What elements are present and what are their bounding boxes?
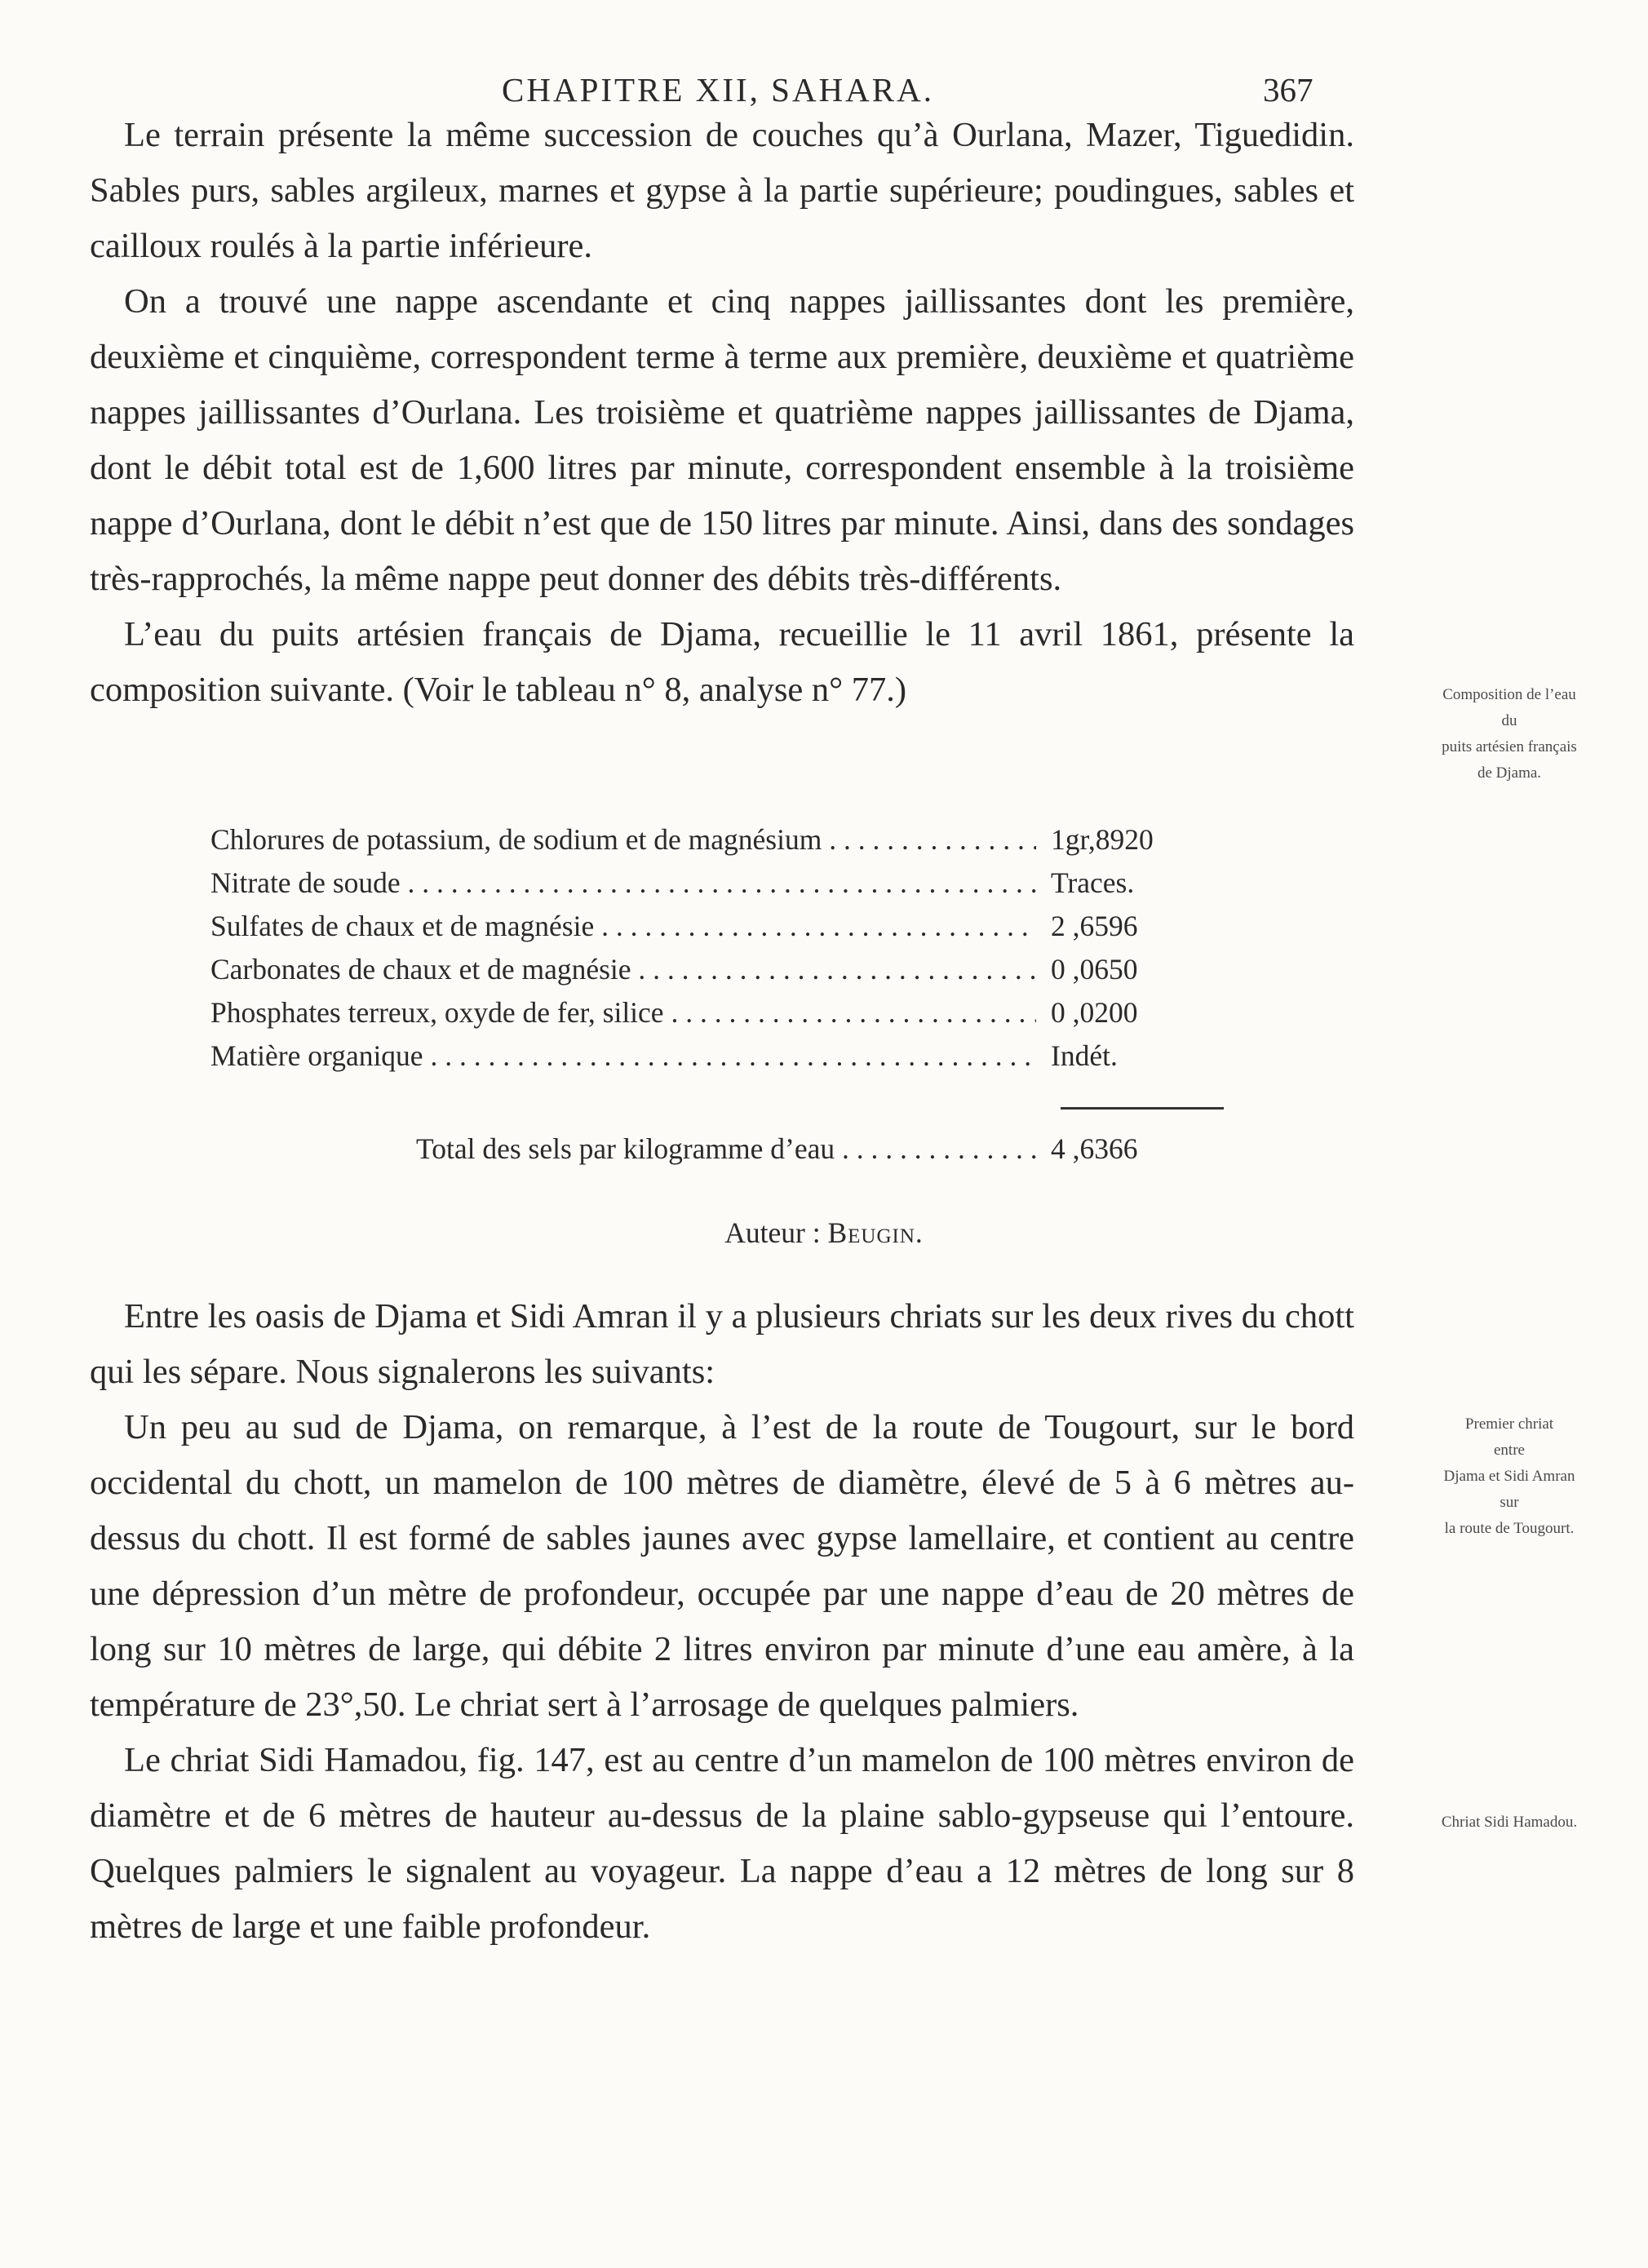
row-value: 2 ,6596 xyxy=(1051,910,1138,942)
margin-note-line: entre xyxy=(1494,1442,1525,1459)
author-label: Auteur : xyxy=(724,1216,821,1249)
page-number: 367 xyxy=(1263,71,1314,109)
margin-note-line: de Djama. xyxy=(1477,764,1542,782)
margin-note-premier-chriat xyxy=(1379,1411,1640,1542)
table-row xyxy=(210,948,1222,991)
margin-note-line: Djama et Sidi Amran xyxy=(1443,1468,1575,1485)
body-text-top xyxy=(90,108,1354,718)
margin-note-line: puits artésien français xyxy=(1442,738,1577,755)
table-row xyxy=(210,905,1222,948)
margin-note-composition xyxy=(1379,682,1640,786)
row-value: 0 ,0650 xyxy=(1051,953,1138,986)
margin-note-sidi-hamadou xyxy=(1379,1810,1640,1836)
row-label: Matière organique . . . xyxy=(210,1034,1036,1078)
table-row xyxy=(210,818,1222,862)
analysis-table xyxy=(210,818,1222,1078)
row-label: Carbonates de chaux et de magnésie . . . xyxy=(210,948,1036,991)
row-value: Indét. xyxy=(1051,1039,1118,1072)
row-value: 0 ,0200 xyxy=(1051,996,1138,1029)
body-text-bottom xyxy=(90,1289,1354,1955)
row-label: Phosphates terreux, oxyde de fer, silice . . . xyxy=(210,991,1036,1034)
table-row xyxy=(210,1034,1222,1078)
row-value: 1gr,8920 xyxy=(1051,823,1154,856)
paragraph: Le terrain présente la même succession de couches qu’à Ourlana, Mazer, Tiguedidin. Sables purs, sables argileux, marnes et gypse à la partie supérieure; poudingues, sables et cailloux roulés à la partie inférieure. xyxy=(90,116,1354,265)
row-label: Sulfates de chaux et de magnésie . . . xyxy=(210,905,1036,948)
margin-note-line: la route de Tougourt. xyxy=(1444,1520,1575,1537)
paragraph: Un peu au sud de Djama, on remarque, à l’est de la route de Tougourt, sur le bord occidental du chott, un mamelon de 100 mètres de diamètre, élevé de 5 à 6 mètres au-dessus du chott. Il est formé de sables jaunes avec gypse lamellaire, et contient au centre une dépression d’un mètre de profondeur, occupée par une nappe d’eau de 20 mètres de long sur 10 mètres de large, qui débite 2 litres environ par minute d’une eau amère, à la température de 23°,50. Le chriat sert à l’arrosage de quelques palmiers. xyxy=(90,1408,1354,1724)
total-row xyxy=(416,1127,1222,1171)
author-name: Beugin. xyxy=(827,1216,924,1249)
margin-note-line: Composition de l’eau xyxy=(1442,686,1576,703)
row-label: Chlorures de potassium, de sodium et de magnésium . . . xyxy=(210,818,1036,862)
row-value: Traces. xyxy=(1051,866,1135,899)
margin-note-line: du xyxy=(1501,712,1517,729)
margin-note-line: Premier chriat xyxy=(1464,1415,1554,1433)
paragraph: Entre les oasis de Djama et Sidi Amran il y a plusieurs chriats sur les deux rives du chott qui les sépare. Nous signalerons les suivants: xyxy=(90,1297,1354,1391)
running-title: CHAPITRE XII, SAHARA. xyxy=(502,71,934,109)
row-label: Nitrate de soude . . . xyxy=(210,862,1036,905)
table-row xyxy=(210,862,1222,905)
margin-note-line: Chriat Sidi Hamadou. xyxy=(1441,1814,1578,1831)
author-line xyxy=(0,1216,1648,1250)
total-label: Total des sels par kilogramme d’eau . . . xyxy=(416,1127,1036,1171)
total-value: 4 ,6366 xyxy=(1051,1132,1138,1165)
paragraph: On a trouvé une nappe ascendante et cinq nappes jaillissantes dont les première, deuxième et cinquième, correspondent terme à terme aux première, deuxième et quatrième nappes jaillissantes d’Ourlana. Les troisième et quatrième nappes jaillissantes de Djama, dont le débit total est de 1,600 litres par minute, correspondent ensemble à la troisième nappe d’Ourlana, dont le débit n’est que de 150 litres par minute. Ainsi, dans des sondages très-rapprochés, la même nappe peut donner des débits très-différents. xyxy=(90,282,1354,598)
total-rule xyxy=(1061,1107,1224,1110)
paragraph: Le chriat Sidi Hamadou, fig. 147, est au centre d’un mamelon de 100 mètres environ de diamètre et de 6 mètres de hauteur au-dessus de la plaine sablo-gypseuse qui l’entoure. Quelques palmiers le signalent au voyageur. La nappe d’eau a 12 mètres de long sur 8 mètres de large et une faible profondeur. xyxy=(90,1741,1354,1946)
margin-note-line: sur xyxy=(1500,1494,1519,1511)
paragraph: L’eau du puits artésien français de Djama, recueillie le 11 avril 1861, présente la composition suivante. (Voir le tableau n° 8, analyse n° 77.) xyxy=(90,615,1354,709)
table-row xyxy=(210,991,1222,1034)
